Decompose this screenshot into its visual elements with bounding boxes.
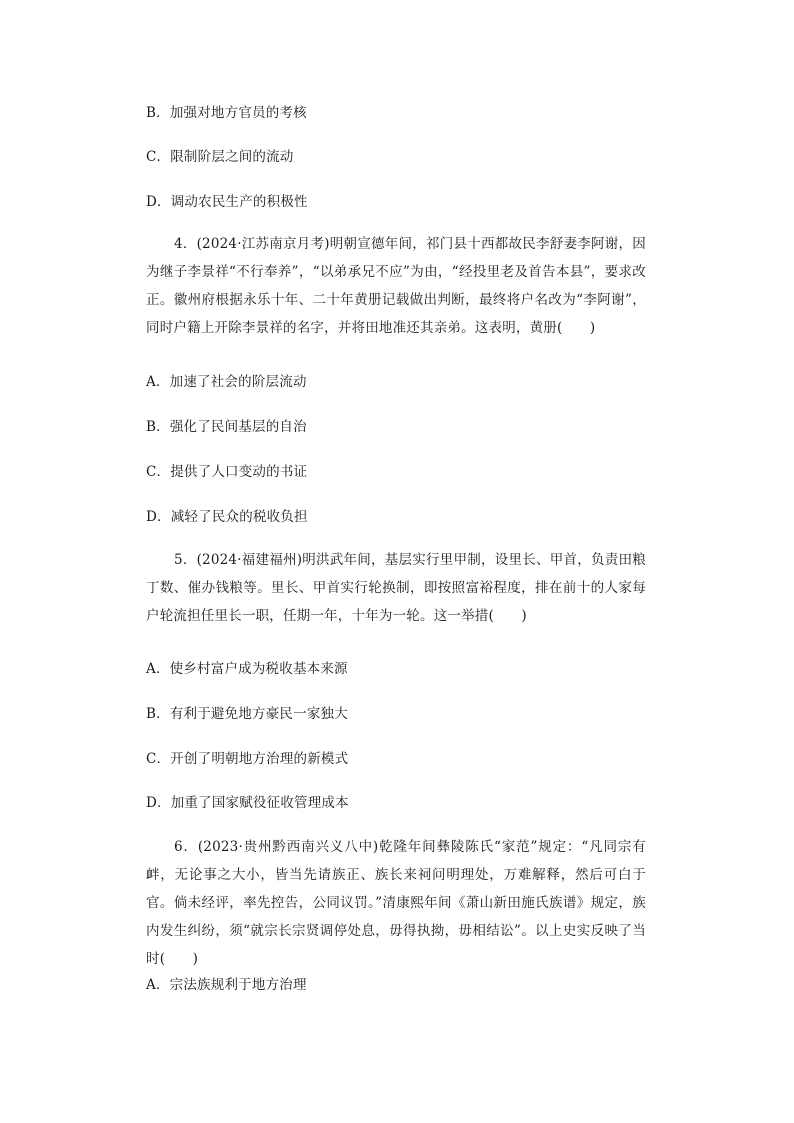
q4-option-a: A．加速了社会的阶层流动 [146,374,307,390]
q5-option-b: B．有利于避免地方豪民一家独大 [146,706,348,722]
q4-option-c: C．提供了人口变动的书证 [146,464,308,480]
q3-option-c: C．限制阶层之间的流动 [146,149,294,165]
q4-stem: 4．(2024·江苏南京月考)明朝宣德年间，祁门县十西都故民李舒妻李阿谢，因为继子李景祥“不行奉养”，“以弟承兄不应”为由，“经投里老及首告本县”，要求改正。徽州府根据永乐十年、二十年黄册记载做出判断，最终将户名改为“李阿谢”，同时户籍上开除李景祥的名字，并将田地准还其亲弟。这表明，黄册( ) [146,236,646,336]
q3-option-d: D．调动农民生产的积极性 [146,194,308,210]
q5-option-d: D．加重了国家赋役征收管理成本 [146,795,349,811]
q5-option-c: C．开创了明朝地方治理的新模式 [146,751,349,767]
q6-option-a: A．宗法族规利于地方治理 [146,977,307,993]
q6-stem: 6．(2023·贵州黔西南兴义八中)乾隆年间彝陵陈氏“家范”规定：“凡同宗有衅，无论事之大小，皆当先请族正、族长来祠问明理处，万难解释，然后可白于官。倘未经评，率先控告，公同议罚。”清康熙年间《萧山新田施氏族谱》规定，族内发生纠纷，须“就宗长宗贤调停处息，毋得执拗，毋相结讼”。以上史实反映了当时( ) [146,839,646,967]
q5-option-a: A．使乡村富户成为税收基本来源 [146,661,348,677]
q4-option-b: B．强化了民间基层的自治 [146,419,307,435]
q5-stem: 5．(2024·福建福州)明洪武年间，基层实行里甲制，设里长、甲首，负责田粮丁数、催办钱粮等。里长、甲首实行轮换制，即按照富裕程度，排在前十的人家每户轮流担任里长一职，任期一年，十年为一轮。这一举措( ) [146,552,646,624]
q4-option-d: D．减轻了民众的税收负担 [146,509,308,525]
q3-option-b: B．加强对地方官员的考核 [146,105,307,121]
